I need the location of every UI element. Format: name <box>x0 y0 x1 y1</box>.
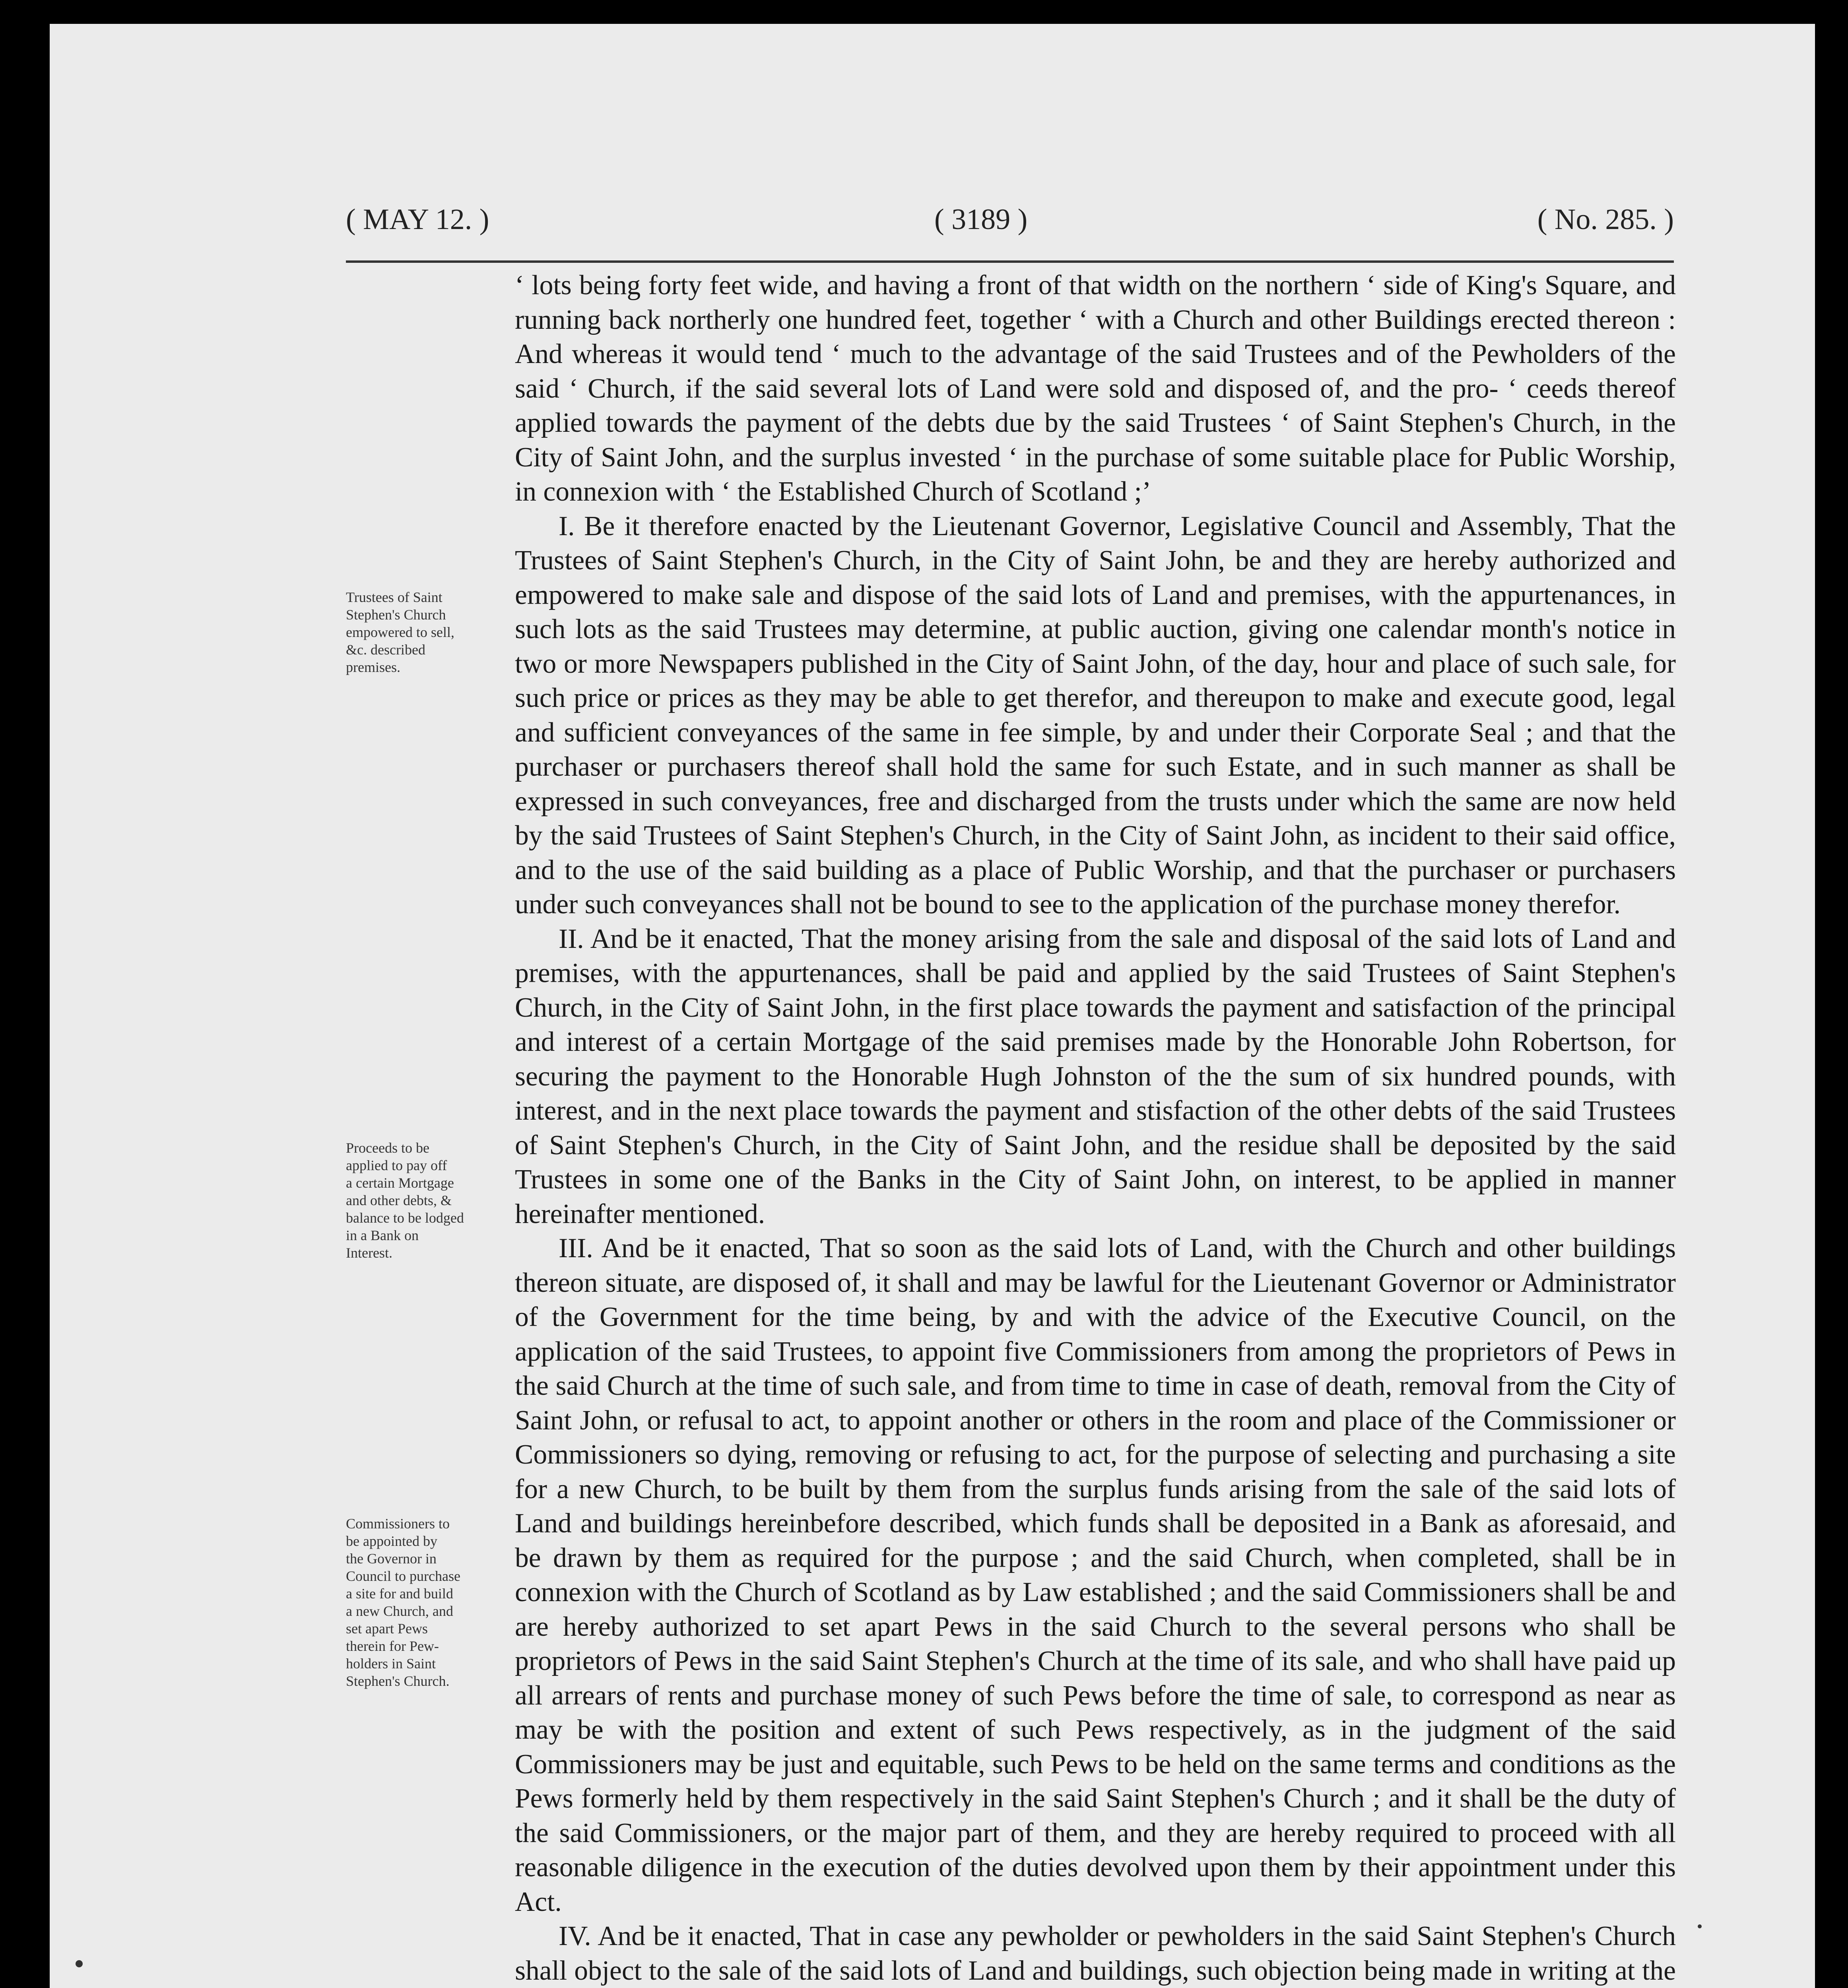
section-1-paragraph: I. Be it therefore enacted by the Lieutenant Governor, Legislative Council and Assembly, That the Trustees of Saint Stephen's Church, in the City of Saint John, be and they are hereby authorized and empowered to make sale and dispose of the said lots of Land and premises, with the appurtenances, in such lots as the said Trustees may determine, at public auction, giving one calendar month's notice in two or more Newspapers published in the City of Saint John, of the day, hour and place of such sale, for such price or prices as they may be able to get therefor, and thereupon to make and execute good, legal and sufficient conveyances of the same in fee simple, by and under their Corporate Seal ; and that the purchaser or purchasers thereof shall hold the same for such Estate, and in such manner as shall be expressed in such conveyances, free and discharged from the trusts under which the same are now held by the said Trustees of Saint Stephen's Church, in the City of Saint John, as incident to their said office, and to the use of the said building as a place of Public Worship, and that the purchaser or purchasers under such conveyances shall not be bound to see to the application of the purchase money therefor. <box>515 511 1676 920</box>
paper-speck <box>1698 1924 1702 1928</box>
paper-speck <box>76 1960 83 1967</box>
page-header <box>346 203 1674 247</box>
header-page-number: ( 3189 ) <box>934 203 1028 236</box>
margin-note-trustees: Trustees of Saint Stephen's Church empowered to sell, &c. described premises. <box>346 589 454 675</box>
act-body-text <box>515 268 1676 1988</box>
section-3-paragraph: III. And be it enacted, That so soon as the said lots of Land, with the Church and other buildings thereon situate, are disposed of, it shall and may be lawful for the Lieutenant Governor or Administrator of the Government for the time being, by and with the advice of the Executive Council, on the application of the said Trustees, to appoint five Commissioners from among the proprietors of Pews in the said Church at the time of such sale, and from time to time in case of death, removal from the City of Saint John, or refusal to act, to appoint another or others in the room and place of the Commissioner or Commissioners so dying, removing or refusing to act, for the purpose of selecting and purchasing a site for a new Church, to be built by them from the surplus funds arising from the sale of the said lots of Land and buildings hereinbefore described, which funds shall be deposited in a Bank as aforesaid, and be drawn by them as required for the purpose ; and the said Church, when completed, shall be in connexion with the Church of Scotland as by Law established ; and the said Commissioners shall be and are hereby authorized to set apart Pews in the said Church to the several persons who shall be proprietors of Pews in the said Saint Stephen's Church at the time of its sale, and who shall have paid up all arrears of rents and purchase money of such Pews before the time of sale, to correspond as near as may be with the position and extent of such Pews respectively, as in the judgment of the said Commissioners may be just and equitable, such Pews to be held on the same terms and conditions as the Pews formerly held by them respectively in the said Saint Stephen's Church ; and it shall be the duty of the said Commissioners, or the major part of them, and they are hereby required to proceed with all reasonable diligence in the execution of the duties devolved upon them by their appointment under this Act. <box>515 1233 1676 1917</box>
margin-note-proceeds: Proceeds to be applied to pay off a certain Mortgage and other debts, & balance to be lodged in a Bank on Interest. <box>346 1140 464 1261</box>
margin-note-commissioners: Commissioners to be appointed by the Governor in Council to purchase a site for and build a new Church, and set apart Pews therein for Pew- holders in Saint Stephen's Church. <box>346 1516 460 1689</box>
header-rule <box>346 260 1674 263</box>
header-date: ( MAY 12. ) <box>346 203 489 236</box>
margin-notes <box>346 0 513 1988</box>
preamble-paragraph: ‘ lots being forty feet wide, and having a front of that width on the northern ‘ side of King's Square, and running back northerly one hundred feet, together ‘ with a Church and other Buildings erected thereon : And whereas it would tend ‘ much to the advantage of the said Trustees and of the Pewholders of the said ‘ Church, if the said several lots of Land were sold and disposed of, and the pro- ‘ ceeds thereof applied towards the payment of the debts due by the said Trustees ‘ of Saint Stephen's Church, in the City of Saint John, and the surplus invested ‘ in the purchase of some suitable place for Public Worship, in connexion with ‘ the Established Church of Scotland ;’ <box>515 270 1676 507</box>
section-2-paragraph: II. And be it enacted, That the money arising from the sale and disposal of the said lots of Land and premises, with the appurtenances, shall be paid and applied by the said Trustees of Saint Stephen's Church, in the City of Saint John, in the first place towards the payment and satisfaction of the principal and interest of a certain Mortgage of the said premises made by the Honorable John Robertson, for securing the payment to the Honorable Hugh Johnston of the the sum of six hundred pounds, with interest, and in the next place towards the payment and stisfaction of the other debts of the said Trustees of Saint Stephen's Church, in the City of Saint John, and the residue shall be deposited by the said Trustees in some one of the Banks in the City of Saint John, on interest, to be applied in manner hereinafter mentioned. <box>515 923 1676 1229</box>
header-act-number: ( No. 285. ) <box>1537 203 1674 236</box>
section-4-paragraph: IV. And be it enacted, That in case any pewholder or pewholders in the said Saint Stephen's Church shall object to the sale of the said lots of Land and buildings, such objection being made in writing at the <box>515 1921 1676 1986</box>
